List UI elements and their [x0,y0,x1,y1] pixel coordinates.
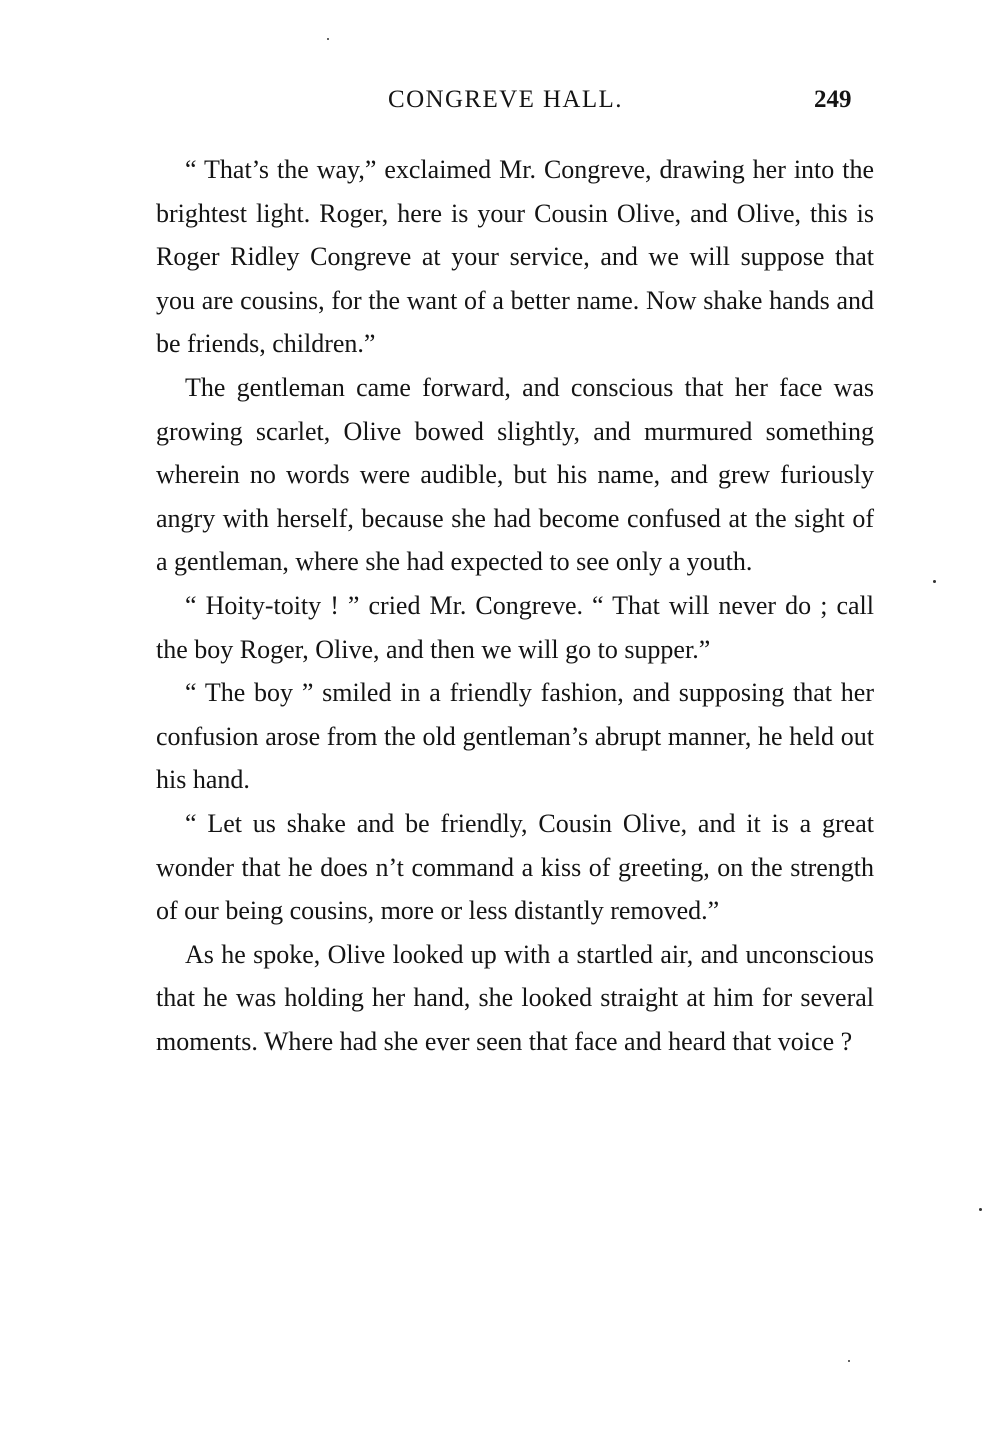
body-text [156,148,874,1063]
paragraph: “ That’s the way,” exclaimed Mr. Congreve, drawing her into the brightest light. Roger, here is your Cousin Olive, and Olive, this is Roger Ridley Congreve at your service, and we will suppose that you are cousins, for the want of a better name. Now shake hands and be friends, children.” [156,155,874,359]
print-speck [979,1208,982,1211]
print-speck [848,1360,850,1362]
running-title: CONGREVE HALL. [388,86,623,113]
paragraph: “ The boy ” smiled in a friendly fashion, and supposing that her confusion arose from the old gentleman’s abrupt manner, he held out his hand. [156,678,874,795]
print-speck [933,580,936,583]
running-head [0,84,1000,116]
page-number: 249 [814,86,852,113]
paragraph: The gentleman came forward, and conscious that her face was growing scarlet, Olive bowed slightly, and murmured something wherein no words were audible, but his name, and grew furiously angry with herself, because she had become confused at the sight of a gentleman, where she had expected to see only a youth. [156,372,874,577]
paragraph: “ Let us shake and be friendly, Cousin Olive, and it is a great wonder that he does n’t command a kiss of greeting, on the strength of our being cousins, more or less distantly removed.” [156,808,874,926]
paragraph: As he spoke, Olive looked up with a startled air, and unconscious that he was holding her hand, she looked straight at him for several moments. Where had she ever seen that face and heard that voice ? [156,939,874,1056]
print-speck [327,38,329,40]
paragraph: “ Hoity-toity ! ” cried Mr. Congreve. “ That will never do ; call the boy Roger, Olive, and then we will go to supper.” [156,590,874,664]
